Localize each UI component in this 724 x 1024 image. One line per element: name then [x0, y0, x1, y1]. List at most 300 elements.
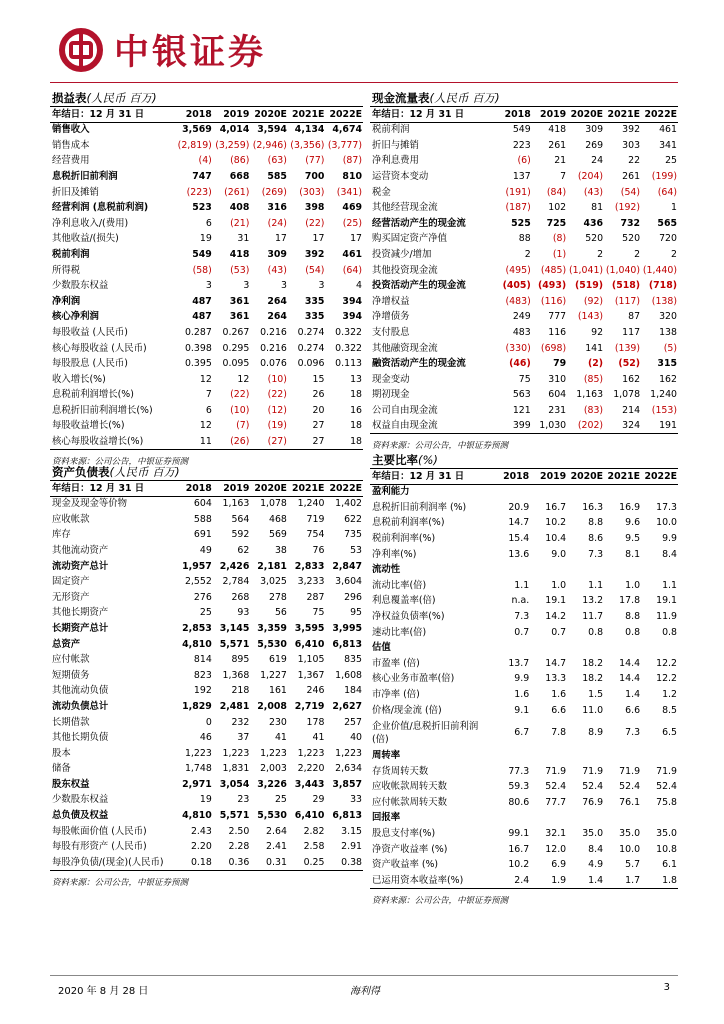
row-value: [493, 484, 530, 500]
row-value: 2,847: [332, 560, 362, 572]
row-value: 469: [342, 202, 362, 214]
row-value: [530, 484, 567, 500]
row-value: 0.31: [250, 855, 288, 871]
row-value: 76.1: [619, 796, 641, 808]
row-value: (3,356): [290, 139, 325, 151]
row-label: 支付股息: [372, 326, 410, 338]
row-label: 息税折旧前利润: [52, 170, 118, 182]
row-value: 21: [554, 155, 567, 167]
row-value: 261: [548, 139, 567, 151]
row-value: (3,259): [215, 139, 250, 151]
row-value: (1,041): [568, 264, 604, 276]
row-value: 218: [231, 685, 250, 697]
row-value: [493, 562, 530, 578]
row-value: 0.395: [184, 358, 212, 370]
row-value: 71.9: [619, 765, 641, 777]
row-label: 税金: [372, 186, 391, 198]
row-value: [493, 640, 530, 656]
row-label: 每股有形资产 (人民币): [52, 841, 147, 853]
row-label: 盈利能力: [372, 486, 410, 498]
row-value: (698): [540, 342, 567, 354]
table-row: [50, 839, 363, 855]
row-label: 净权益负债率(%): [372, 610, 445, 622]
row-value: 1,223: [297, 747, 325, 759]
row-value: 1.6: [514, 688, 530, 700]
row-value: 27: [288, 434, 326, 450]
row-value: 296: [344, 591, 362, 603]
header-year: 2021E: [604, 469, 641, 485]
page-number: 3: [663, 982, 670, 993]
row-label: 每股股息 (人民币): [52, 358, 128, 370]
table-row: [50, 496, 363, 512]
income-title: [50, 90, 363, 106]
row-value: (485): [540, 264, 567, 276]
row-label: 权益自由现金流: [370, 418, 495, 434]
row-label: 核心净利润: [52, 311, 99, 323]
row-value: (64): [342, 264, 362, 276]
row-value: 0.095: [222, 358, 250, 370]
row-value: 1,163: [222, 498, 250, 510]
row-label: 无形资产: [52, 591, 90, 603]
row-value: 487: [192, 311, 212, 323]
row-value: 11.9: [656, 610, 677, 622]
row-value: 6.9: [551, 859, 567, 871]
row-value: 178: [306, 716, 325, 728]
section-title: 损益表: [52, 91, 87, 105]
table-row: [370, 779, 678, 795]
header-label: 年结日：12 月 31 日: [370, 107, 495, 123]
row-value: n.a.: [511, 595, 530, 607]
table-row: [370, 387, 678, 403]
table-row: [370, 500, 678, 516]
section-unit: (人民币 百万): [86, 91, 157, 105]
row-label: 销售收入: [52, 124, 90, 136]
row-value: 19: [199, 233, 212, 245]
row-value: 71.9: [545, 765, 567, 777]
row-value: 53: [350, 544, 362, 556]
table-row: [370, 340, 678, 356]
table-row: [370, 842, 678, 858]
row-value: 3,025: [260, 576, 287, 588]
row-label: 流动性: [372, 564, 401, 576]
row-value: 668: [229, 170, 250, 182]
row-label: 其他经营现金流: [372, 202, 438, 214]
table-row: [370, 546, 678, 562]
table-header-row: [50, 481, 363, 497]
row-value: 41: [274, 732, 287, 744]
row-label: 流动比率(倍): [372, 579, 427, 591]
header-year: 2020E: [250, 481, 288, 497]
row-value: 3: [205, 280, 212, 292]
row-value: 40: [350, 732, 362, 744]
row-value: 35.0: [619, 828, 641, 840]
table-row: [370, 216, 678, 232]
row-value: 23: [237, 794, 250, 806]
row-value: 520: [622, 233, 641, 245]
row-value: 18: [350, 389, 362, 401]
row-value: 3,443: [294, 778, 325, 790]
row-label: 股本: [52, 747, 71, 759]
table-row: [50, 668, 363, 684]
table-row: [370, 403, 678, 419]
row-value: 9.5: [625, 532, 641, 544]
table-row: [370, 857, 678, 873]
row-value: 13: [350, 373, 362, 385]
row-value: [567, 484, 604, 500]
row-label: 所得税: [52, 264, 81, 276]
row-label: 已运用资本收益率(%): [370, 873, 493, 889]
row-value: 592: [231, 529, 250, 541]
row-value: 12: [199, 373, 212, 385]
row-value: 29: [312, 794, 325, 806]
row-value: 310: [548, 373, 567, 385]
row-value: 408: [229, 202, 250, 214]
row-label: 投资活动产生的现金流: [372, 280, 466, 292]
section-title: 资产负债表: [52, 465, 110, 479]
row-label: 资产收益率 (%): [372, 859, 439, 871]
row-value: 46: [199, 732, 212, 744]
row-value: 418: [548, 124, 567, 136]
row-label: 少数股东权益: [52, 794, 109, 806]
row-value: 56: [274, 607, 287, 619]
footer-date: 2020 年 8 月 28 日: [58, 986, 149, 997]
row-value: 604: [548, 389, 567, 401]
row-label: 回报率: [372, 812, 401, 824]
row-value: (3,777): [327, 139, 362, 151]
row-value: 1,163: [576, 389, 604, 401]
header-year: 2019: [530, 469, 567, 485]
row-value: 20.9: [508, 501, 530, 513]
row-value: [530, 562, 567, 578]
row-value: 569: [269, 529, 287, 541]
row-value: 162: [659, 373, 677, 385]
bank-of-china-logo-icon: [58, 27, 104, 73]
row-value: 309: [267, 248, 287, 260]
row-value: 720: [659, 233, 677, 245]
header-year: 2020E: [567, 107, 604, 123]
row-value: [567, 748, 604, 764]
table-row: [370, 795, 678, 811]
row-value: (26): [213, 434, 251, 450]
row-label: 息税前利润增长(%): [52, 389, 134, 401]
source-note: 资料来源：公司公告，中银证券预测: [372, 895, 509, 906]
row-value: 264: [267, 311, 287, 323]
table-row: [50, 730, 363, 746]
ratios-table: [370, 468, 678, 889]
row-value: 0.322: [335, 326, 362, 338]
row-value: (8): [552, 233, 567, 245]
row-value: 223: [512, 139, 531, 151]
row-value: 0.25: [288, 855, 326, 871]
row-value: 487: [192, 295, 212, 307]
table-row: [370, 247, 678, 263]
row-value: 19: [199, 794, 212, 806]
row-value: 12: [237, 373, 250, 385]
row-value: (138): [651, 295, 677, 307]
row-value: 8.4: [662, 548, 677, 560]
row-value: 398: [304, 202, 325, 214]
row-value: 3,054: [219, 778, 250, 790]
row-value: 121: [512, 404, 531, 416]
row-value: 0.076: [260, 358, 287, 370]
row-value: (116): [540, 295, 567, 307]
row-value: (204): [577, 170, 604, 182]
row-value: 37: [237, 732, 250, 744]
row-label: 其他长期负债: [52, 732, 109, 744]
row-value: 13.6: [508, 548, 530, 560]
header-year: 2022E: [641, 107, 678, 123]
row-value: 232: [231, 716, 250, 728]
cashflow-table: [370, 106, 678, 434]
row-label: 净利息费用: [372, 155, 419, 167]
row-label: 总负债及权益: [52, 810, 109, 822]
row-value: 2.64: [266, 825, 287, 837]
row-value: 2.20: [190, 841, 212, 853]
row-label: 税前利润: [372, 124, 410, 136]
table-row: [50, 184, 363, 200]
header-year: 2018: [493, 469, 530, 485]
table-row: [50, 792, 363, 808]
row-value: 10.0: [619, 843, 641, 855]
row-value: 0.18: [175, 855, 213, 871]
row-value: (54): [305, 264, 325, 276]
row-label: 折旧与摊销: [372, 139, 419, 151]
row-value: (192): [614, 202, 641, 214]
row-value: 35.0: [656, 828, 677, 840]
table-row: [370, 515, 678, 531]
row-value: 76.9: [582, 796, 604, 808]
row-value: 1,223: [222, 747, 250, 759]
row-value: (43): [583, 186, 604, 198]
row-value: (24): [267, 217, 287, 229]
row-value: 2,181: [257, 560, 287, 572]
section-title: 主要比率: [372, 453, 418, 467]
row-value: 4,810: [182, 638, 212, 650]
row-label: 应付帐款周转天数: [372, 796, 448, 808]
table-row: [370, 764, 678, 780]
header-year: 2022E: [641, 469, 678, 485]
row-value: (718): [648, 280, 677, 292]
row-value: 604: [193, 498, 212, 510]
row-value: 1,608: [335, 669, 362, 681]
row-value: 436: [583, 217, 604, 229]
row-value: 6.1: [662, 859, 677, 871]
row-value: 2,552: [184, 576, 212, 588]
row-value: 11.7: [582, 610, 604, 622]
row-value: 3,857: [332, 778, 362, 790]
row-value: (27): [250, 434, 288, 450]
table-header-row: [370, 469, 678, 485]
row-value: (53): [230, 264, 250, 276]
row-label: 存货周转天数: [372, 765, 429, 777]
table-row: [370, 718, 678, 748]
row-label: 短期债务: [52, 669, 90, 681]
row-value: 41: [312, 732, 325, 744]
row-value: 10.2: [545, 517, 567, 529]
row-value: 1,367: [297, 669, 325, 681]
table-row: [370, 325, 678, 341]
row-value: [604, 748, 641, 764]
table-header-row: [50, 107, 363, 123]
row-value: 1,227: [260, 669, 287, 681]
row-value: 7.8: [551, 727, 567, 739]
header-year: 2021E: [288, 107, 326, 123]
table-row: [50, 356, 363, 372]
row-value: 2.82: [303, 825, 325, 837]
row-label: 融资活动产生的现金流: [372, 358, 466, 370]
row-value: [641, 810, 678, 826]
row-value: (341): [336, 186, 362, 198]
row-value: 137: [512, 170, 531, 182]
row-value: 735: [344, 529, 362, 541]
table-row: [50, 418, 363, 434]
row-value: 3,226: [257, 778, 287, 790]
row-value: 2,853: [182, 622, 212, 634]
row-value: (483): [505, 295, 531, 307]
row-value: 10.8: [656, 843, 677, 855]
row-value: 3,595: [294, 622, 325, 634]
row-value: 5,571: [219, 638, 250, 650]
row-label: 净利息收入/(费用): [52, 217, 129, 229]
row-value: 14.4: [619, 673, 641, 685]
row-value: [641, 562, 678, 578]
row-label: 长期借款: [52, 716, 90, 728]
row-value: 0.398: [184, 342, 212, 354]
row-value: 814: [193, 654, 212, 666]
row-value: [493, 810, 530, 826]
row-value: 33: [350, 794, 362, 806]
row-value: 6,410: [294, 638, 325, 650]
row-value: 8.8: [588, 517, 604, 529]
table-row: [370, 484, 678, 500]
header-label: 年结日：12 月 31 日: [370, 469, 493, 485]
row-value: 315: [657, 358, 677, 370]
table-row: [370, 873, 678, 889]
row-value: 3,359: [257, 622, 287, 634]
row-value: 394: [342, 295, 362, 307]
row-value: 835: [344, 654, 362, 666]
row-value: 2.4: [493, 873, 530, 889]
header-divider: [50, 82, 678, 83]
row-value: 3.15: [341, 825, 362, 837]
row-value: (1,440): [642, 264, 677, 276]
row-value: [604, 562, 641, 578]
row-value: 116: [548, 326, 567, 338]
row-label: 周转率: [372, 750, 401, 762]
brand-name: 中银证券: [114, 32, 267, 73]
row-value: 725: [546, 217, 567, 229]
table-row: [50, 294, 363, 310]
row-value: 1.4: [567, 873, 604, 889]
row-value: 316: [267, 202, 287, 214]
row-value: 12.2: [656, 673, 677, 685]
row-value: (92): [583, 295, 604, 307]
row-value: 8.6: [588, 532, 604, 544]
row-value: 5.7: [625, 859, 641, 871]
row-value: 231: [548, 404, 567, 416]
row-value: 35.0: [582, 828, 604, 840]
table-row: [50, 652, 363, 668]
row-value: 2,426: [219, 560, 250, 572]
row-value: 523: [192, 202, 212, 214]
row-value: 13.7: [508, 657, 530, 669]
row-value: [604, 810, 641, 826]
row-label: 应收帐款: [52, 513, 90, 525]
row-value: (269): [261, 186, 287, 198]
row-value: 2.41: [266, 841, 287, 853]
row-value: 6,813: [332, 638, 362, 650]
table-row: [370, 687, 678, 703]
row-label: 每股收益 (人民币): [52, 326, 128, 338]
row-value: 3: [243, 280, 250, 292]
row-value: 4,674: [332, 124, 362, 136]
row-value: 2.91: [341, 841, 362, 853]
header-label: 年结日：12 月 31 日: [50, 107, 175, 123]
table-row: [50, 216, 363, 232]
row-value: 9.9: [514, 673, 530, 685]
row-value: 6.7: [514, 727, 530, 739]
row-value: 20: [312, 404, 325, 416]
key-ratios-panel: [370, 452, 678, 906]
row-value: 0.8: [588, 626, 604, 638]
footer-company: 海利得: [350, 986, 380, 997]
row-value: 335: [304, 311, 325, 323]
row-value: 10.2: [508, 859, 530, 871]
row-value: 75: [312, 607, 325, 619]
row-value: (1): [552, 248, 567, 260]
row-value: (85): [583, 373, 604, 385]
row-value: 269: [585, 139, 604, 151]
table-row: [50, 403, 363, 419]
table-row: [50, 325, 363, 341]
row-value: 16.3: [582, 501, 604, 513]
row-value: 525: [511, 217, 531, 229]
row-value: 335: [304, 295, 325, 307]
row-value: 10.4: [545, 532, 567, 544]
table-row: [370, 278, 678, 294]
row-value: 10.0: [656, 517, 677, 529]
source-note: 资料来源：公司公告，中银证券预测: [52, 877, 189, 888]
section-title: 现金流量表: [372, 91, 430, 105]
table-row: [50, 590, 363, 606]
table-row: [370, 702, 678, 718]
row-value: 1,402: [335, 498, 362, 510]
row-value: 249: [512, 311, 531, 323]
row-value: 3: [280, 280, 287, 292]
row-value: 75.8: [656, 796, 677, 808]
row-value: 12.0: [545, 843, 567, 855]
table-row: [370, 810, 678, 826]
row-label: 其他投资现金流: [372, 264, 438, 276]
row-value: 0.322: [335, 342, 362, 354]
row-label: 每股帐面价值 (人民币): [52, 825, 147, 837]
header-year: 2018: [495, 107, 532, 123]
table-row: [370, 656, 678, 672]
table-row: [50, 746, 363, 762]
source-note: 资料来源：公司公告，中银证券预测: [52, 457, 189, 468]
table-row: [50, 558, 363, 574]
table-row: [50, 262, 363, 278]
row-label: 现金变动: [372, 373, 410, 385]
row-value: 1.0: [551, 579, 567, 591]
row-value: 25: [665, 155, 677, 167]
row-value: 2,634: [335, 763, 362, 775]
header-year: 2022E: [325, 107, 363, 123]
row-label: 息税折旧前利润增长(%): [52, 404, 153, 416]
row-value: 191: [641, 418, 678, 434]
row-value: (43): [267, 264, 287, 276]
row-value: 3,569: [182, 124, 212, 136]
